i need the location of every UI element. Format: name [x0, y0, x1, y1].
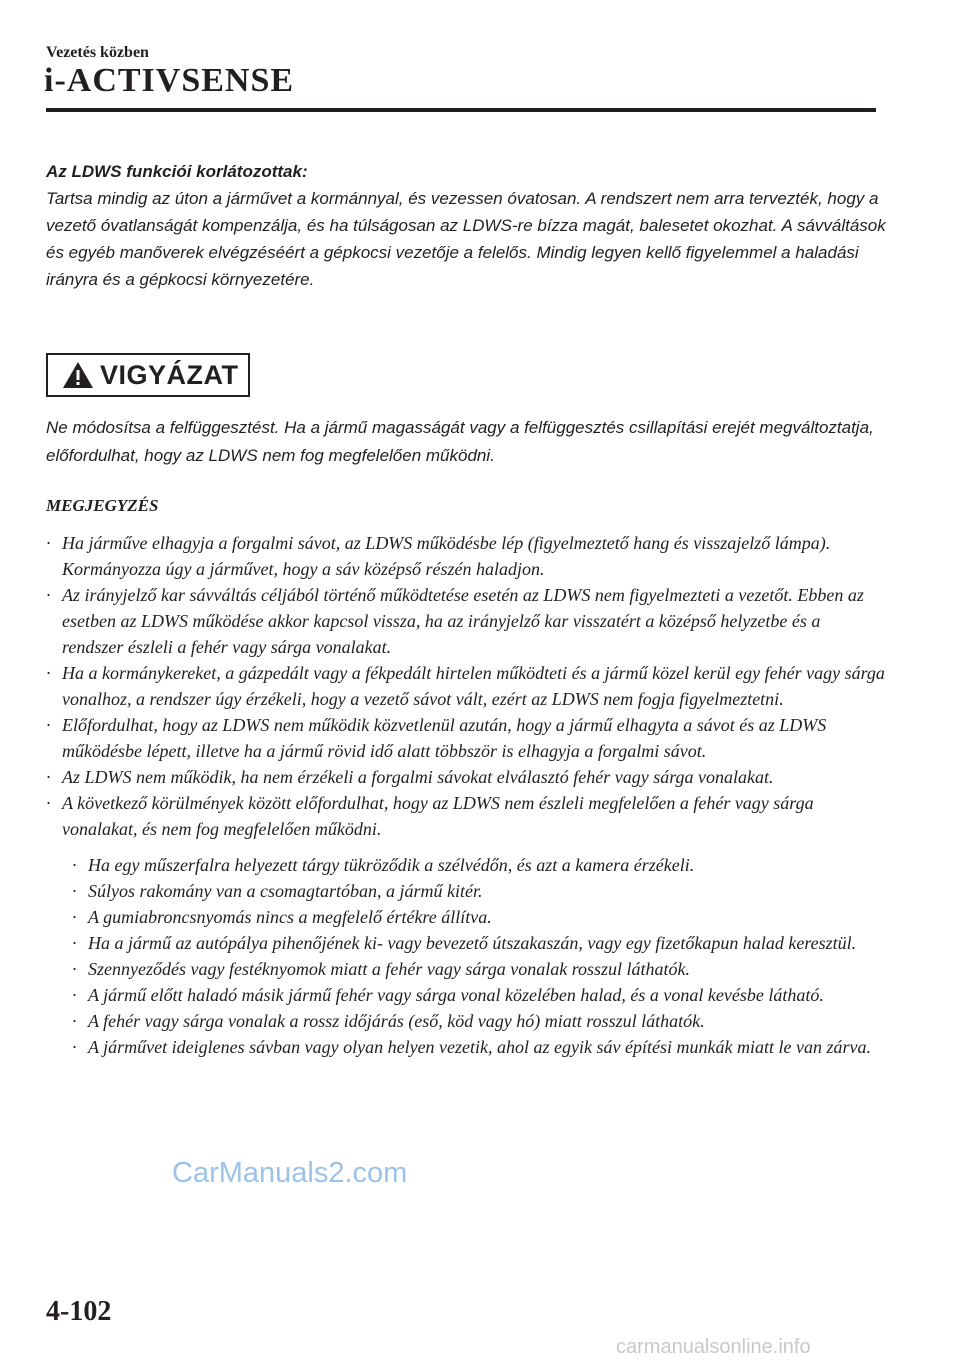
bullet: · — [72, 1037, 77, 1057]
sub-list-item: · Ha egy műszerfalra helyezett tárgy tükröződik a szélvédőn, és azt a kamera érzékeli. — [72, 852, 886, 878]
bullet: · — [72, 855, 77, 875]
sub-list-item: · A jármű előtt haladó másik jármű fehér vagy sárga vonal közelében halad, és a vonal kevésbe látható. — [72, 982, 886, 1008]
list-item: · Ha járműve elhagyja a forgalmi sávot, az LDWS működésbe lép (figyelmeztető hang és visszajelző lámpa). Kormányozza úgy a járművet, hogy a sáv középső részén haladjon. — [46, 530, 886, 582]
chapter-title: i-ACTIVSENSE — [44, 62, 295, 99]
warning-block — [46, 158, 886, 293]
sub-list-item: · Szennyeződés vagy festéknyomok miatt a fehér vagy sárga vonalak rosszul láthatók. — [72, 956, 886, 982]
bullet: · — [46, 767, 51, 787]
list-item: · Az LDWS nem működik, ha nem érzékeli a forgalmi sávokat elválasztó fehér vagy sárga vonalakat. — [46, 764, 886, 790]
warning-title: Az LDWS funkciói korlátozottak: — [46, 162, 308, 181]
bullet: · — [72, 933, 77, 953]
sub-list-item: · Ha a jármű az autópálya pihenőjének ki- vagy bevezető útszakaszán, vagy egy fizetőkapun halad keresztül. — [72, 930, 886, 956]
bullet: · — [72, 881, 77, 901]
sub-list-item: · A fehér vagy sárga vonalak a rossz időjárás (eső, köd vagy hó) miatt rosszul láthatók. — [72, 1008, 886, 1034]
sub-list — [46, 852, 886, 1060]
list-item: · Az irányjelző kar sávváltás céljából történő működtetése esetén az LDWS nem figyelmezteti a vezetőt. Ebben az esetben az LDWS működése akkor kapcsol vissza, ha az irányjelző kar visszatért a középső helyzetbe és a rendszer észleli a fehér vagy sárga vonalakat. — [46, 582, 886, 660]
list-item: · A következő körülmények között előfordulhat, hogy az LDWS nem észleli megfelelően a fehér vagy sárga vonalakat, és nem fog megfelelően működni. — [46, 790, 886, 842]
caution-label: VIGYÁZAT — [100, 359, 239, 390]
list-item: · Ha a kormánykereket, a gázpedált vagy a fékpedált hirtelen működteti és a jármű közel kerül egy fehér vagy sárga vonalhoz, a rendszer úgy érzékeli, hogy a vezető sávot vált, ezért az LDWS nem fogja figyelmeztetni. — [46, 660, 886, 712]
sub-list-item: · A gumiabroncsnyomás nincs a megfelelő értékre állítva. — [72, 904, 886, 930]
warning-body: Tartsa mindig az úton a járművet a kormánnyal, és vezessen óvatosan. A rendszert nem arra tervezték, hogy a vezető óvatlanságát kompenzálja, és ha túlságosan az LDWS-re bízza magát, balesetet okozhat. A sávváltások és egyéb manőverek elvégzéséért a gépkocsi vezetője a felelős. Mindig legyen kellő figyelemmel a haladási irányra és a gépkocsi környezetére. — [46, 189, 886, 289]
bullet: · — [46, 663, 51, 683]
section-label: Vezetés közben — [46, 44, 149, 61]
bullet: · — [46, 533, 51, 553]
bullet: · — [72, 985, 77, 1005]
bullet: · — [46, 715, 51, 735]
watermark-overlay: CarManuals2.com — [172, 1157, 408, 1189]
note-list — [46, 530, 886, 1060]
bullet: · — [72, 959, 77, 979]
title-rule — [46, 108, 876, 112]
bullet: · — [46, 793, 51, 813]
bullet: · — [46, 585, 51, 605]
sub-list-item: · Súlyos rakomány van a csomagtartóban, a jármű kitér. — [72, 878, 886, 904]
sub-list-item: · A járművet ideiglenes sávban vagy olyan helyen vezetik, ahol az egyik sáv építési munkák miatt le van zárva. — [72, 1034, 886, 1060]
watermark-corner: carmanualsonline.info — [616, 1336, 811, 1358]
bullet: · — [72, 907, 77, 927]
list-item: · Előfordulhat, hogy az LDWS nem működik közvetlenül azután, hogy a jármű elhagyta a sávot és az LDWS működésbe lépett, illetve ha a jármű rövid idő alatt többször is elhagyja a forgalmi sávot. — [46, 712, 886, 764]
bullet: · — [72, 1011, 77, 1031]
note-title: MEGJEGYZÉS — [46, 496, 159, 515]
warning-triangle-icon — [62, 361, 94, 389]
caution-box — [46, 353, 250, 397]
caution-text: Ne módosítsa a felfüggesztést. Ha a jármű magasságát vagy a felfüggesztés csillapítási erejét megváltoztatja, előfordulhat, hogy az LDWS nem fog megfelelően működni. — [46, 418, 874, 465]
page-number: 4-102 — [46, 1296, 112, 1327]
